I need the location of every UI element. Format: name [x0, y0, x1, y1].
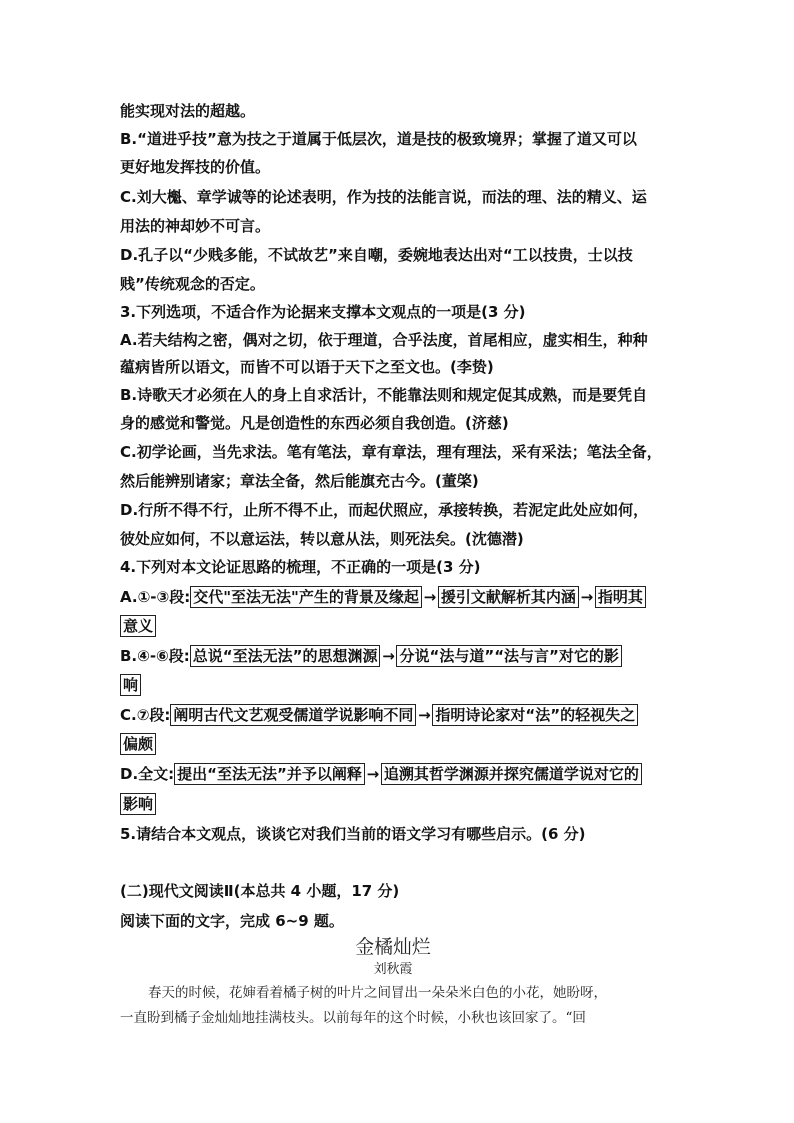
right-arrow-icon: →	[366, 765, 380, 783]
q3-stem: 3.下列选项，不适合作为论据来支撑本文观点的一项是(3 分)	[120, 303, 526, 321]
q2-option-b-line2: 更好地发挥技的价值。	[120, 158, 271, 176]
q4-c-box1: 阐明古代文艺观受儒道学说影响不同	[170, 704, 416, 726]
q2-tail-line: 能实现对法的超越。	[120, 102, 256, 120]
section2-heading: (二)现代文阅读Ⅱ(本总共 4 小题，17 分)	[120, 882, 400, 900]
story-paragraph-line1: 春天的时候，花婶看着橘子树的叶片之间冒出一朵朵米白色的小花，她盼呀，	[148, 985, 607, 1001]
q4-b-box1: 总说“至法无法”的思想渊源	[190, 645, 381, 667]
q4-b-box2-cont: 响	[120, 674, 141, 696]
q2-option-b-line1: B.“道进乎技”意为技之于道属于低层次，道是技的极致境界；掌握了道又可以	[120, 130, 637, 148]
q4-c-box2: 指明诗论家对“法”的轻视失之	[432, 704, 638, 726]
q2-option-c-line2: 用法的神却妙不可言。	[120, 217, 271, 235]
q4-a-box2: 援引文献解析其内涵	[438, 586, 579, 608]
q4-option-a	[120, 586, 646, 608]
q3-option-c-line2: 然后能辨别诸家；章法全备，然后能旗充古今。(董棨)	[120, 472, 479, 490]
q4-option-d-wrap	[120, 793, 156, 815]
q4-a-box1: 交代"至法无法"产生的背景及缘起	[190, 586, 422, 608]
story-author: 刘秋霞	[373, 962, 413, 977]
q2-option-d-line1: D.孔子以“少贱多能，不试故艺”来自嘲，委婉地表达出对“工以技贵，士以技	[120, 246, 633, 264]
q2-option-c-line1: C.刘大櫆、章学诚等的论述表明，作为技的法能言说，而法的理、法的精义、运	[120, 188, 647, 206]
q2-option-d-line2: 贱”传统观念的否定。	[120, 275, 265, 293]
story-paragraph-line2: 一直盼到橘子金灿灿地挂满枝头。以前每年的这个时候，小秋也该回家了。“回	[120, 1010, 586, 1026]
q4-option-c	[120, 704, 638, 726]
q4-c-box2-cont: 偏颇	[120, 733, 156, 755]
q4-b-label: B.④-⑥段:	[120, 647, 190, 665]
q4-option-d	[120, 763, 642, 785]
q4-a-box3: 指明其	[595, 586, 646, 608]
q3-option-b-line2: 身的感觉和警觉。凡是创造性的东西必须自我创造。(济慈)	[120, 414, 509, 432]
right-arrow-icon: →	[382, 647, 395, 665]
q4-option-b-wrap	[120, 674, 141, 696]
right-arrow-icon: →	[423, 588, 437, 606]
q4-a-box3-cont: 意义	[120, 615, 156, 637]
q3-option-d-line2: 彼处应如何，不以意运法，转以意从法，则死法矣。(沈德潜)	[120, 530, 524, 548]
q3-option-a-line2: 蕴病皆所以语文，而皆不可以语于天下之至文也。(李贽)	[120, 358, 494, 376]
q4-d-box1: 提出“至法无法”并予以阐释	[174, 763, 365, 785]
q3-option-a-line1: A.若夫结构之密，偶对之切，依于理道，合乎法度，首尾相应，虚实相生，种种	[120, 331, 648, 349]
q4-b-box2: 分说“法与道”“法与言”对它的影	[396, 645, 621, 667]
q4-option-a-wrap	[120, 615, 156, 637]
q4-c-label: C.⑦段:	[120, 706, 171, 724]
q3-option-b-line1: B.诗歌天才必须在人的身上自求活计，不能靠法则和规定促其成熟，而是要凭自	[120, 386, 648, 404]
right-arrow-icon: →	[580, 588, 594, 606]
q3-option-d-line1: D.行所不得不行，止所不得不止，而起伏照应，承接转换，若泥定此处应如何，	[120, 501, 649, 519]
q4-option-b	[120, 645, 622, 667]
right-arrow-icon: →	[418, 706, 431, 724]
q4-d-box2: 追溯其哲学渊源并探究儒道学说对它的	[381, 763, 642, 785]
section2-instruction: 阅读下面的文字，完成 6~9 题。	[120, 912, 344, 930]
q3-option-c-line1: C.初学论画，当先求法。笔有笔法，章有章法，理有理法，采有采法；笔法全备，	[120, 443, 662, 461]
q4-stem: 4.下列对本文论证思路的梳理，不正确的一项是(3 分)	[120, 558, 481, 576]
story-title: 金橘灿烂	[355, 936, 431, 958]
q5-stem: 5.请结合本文观点，谈谈它对我们当前的语文学习有哪些启示。(6 分)	[120, 825, 586, 843]
q4-a-label: A.①-③段:	[120, 588, 191, 606]
q4-d-label: D.全文:	[120, 765, 175, 783]
q4-option-c-wrap	[120, 733, 156, 755]
q4-d-box3: 影响	[120, 793, 156, 815]
